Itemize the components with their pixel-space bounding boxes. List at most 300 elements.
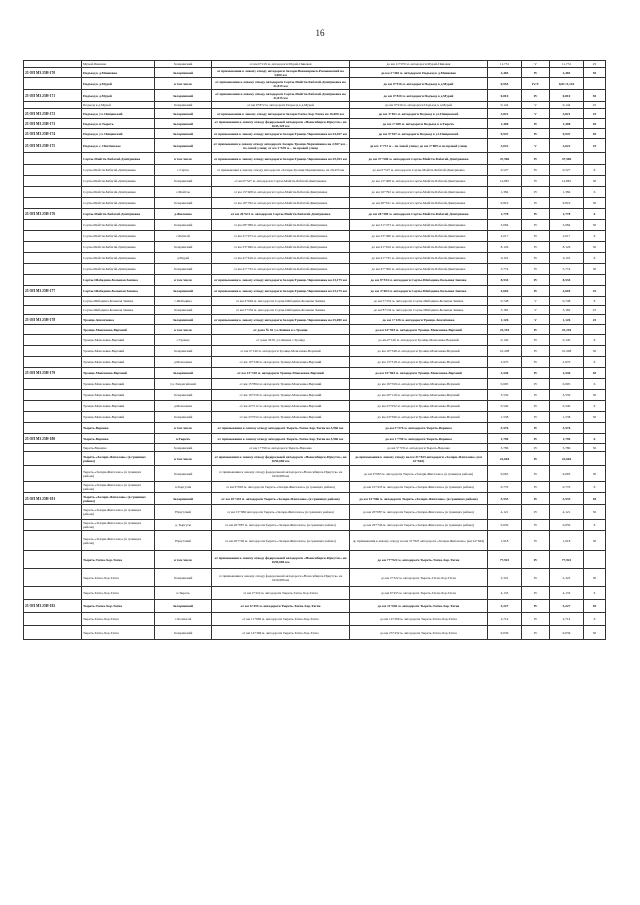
road-name-cell: Подъезд к ул. Пищевский (82, 109, 155, 119)
speed-cell: 50 (584, 412, 606, 423)
start-point-cell: от примыкания к левому отводу автодороги Тыреть-Тагна-Хор-Тагна на 5,960 км (212, 423, 350, 434)
end-point-cell: до км 5+576 м. автодороги Тыреть-Веренка (350, 423, 488, 434)
end-point-cell: до км 24+594 м. автодороги Троицк-Моисеевка-Верхний (350, 325, 488, 335)
district-cell: в том числе (155, 153, 212, 165)
end-point-cell: до км 23+052 м. автодороги Троицк-Моисеевка-Верхний (350, 401, 488, 412)
start-point-cell: от км 1+790 м. автодороги Тыреть-Веренка (212, 444, 350, 452)
length-cell: 0,695 (488, 379, 522, 390)
speed-cell: 25 (584, 315, 606, 325)
start-point-cell: от км 0+219 м. автодороги Мурей-Пивовая (212, 61, 350, 68)
category-cell: IV (522, 90, 550, 102)
start-point-cell: от примыкания к левому отводу автодороги Залари-Троицк-Черемшанка на 54,927 км (212, 129, 350, 139)
end-point-cell: до км 26+611 м. автодороги Сорты-Мойгти-Бабагай-Дмитриевка (350, 198, 488, 209)
length-total-cell: 5,533 (550, 493, 584, 505)
start-point-cell: от км 20+087 м. автодороги Тыреть-«Залари-Жигалово» (в границах района) (212, 520, 350, 531)
table-row (24, 306, 606, 315)
length-total-cell: 1,126 (550, 315, 584, 325)
district-cell: п.Тыреть (155, 434, 212, 444)
end-point-cell: до км 41+616 м. автодороги Сорты-Мойгти-Бабагай-Дмитриевка (350, 242, 488, 253)
end-point-cell: до км 2+322 м. автодороги Тыреть-Тагна-Хор-Тагна (350, 569, 488, 587)
road-code-cell (24, 531, 82, 551)
speed-cell: 50 (584, 176, 606, 187)
length-cell: 5,533 (488, 493, 522, 505)
length-cell: 1,790 (488, 434, 522, 444)
length-cell: 9,663 (488, 466, 522, 482)
table-row (24, 482, 606, 493)
district-cell: Заларинский (155, 61, 212, 68)
length-total-cell: 0,695 (550, 379, 584, 390)
road-name-cell: Тыреть-Тагна-Хор-Тагна (82, 569, 155, 587)
speed-cell: 25 (584, 102, 606, 109)
speed-cell: 50 (584, 390, 606, 401)
length-total-cell: 2,017 (550, 231, 584, 242)
length-cell: 3,084 (488, 220, 522, 231)
road-code-cell (24, 176, 82, 187)
district-cell: Заларинский (155, 176, 212, 187)
table-row (24, 531, 606, 551)
road-code-cell (24, 335, 82, 346)
length-total-cell: 1,918 (550, 531, 584, 551)
length-cell: 77,922 (488, 551, 522, 569)
start-point-cell: от км 13+318 м. автодороги Троицк-Моисеевка-Верхний (212, 368, 350, 379)
road-name-cell: Подъезд к ул. Пищевский (82, 129, 155, 139)
category-cell: IV (522, 368, 550, 379)
speed-cell: 50 (584, 198, 606, 209)
length-cell: 11,751 (488, 61, 522, 68)
speed-cell: 50 (584, 444, 606, 452)
end-point-cell: до км 28+389 м. автодороги Сорты-Мойгти-Бабагай-Дмитриевка (350, 209, 488, 220)
length-cell: 1,538 (488, 412, 522, 423)
table-row (24, 275, 606, 286)
length-cell: 2,465 (488, 68, 522, 78)
road-name-cell: Тыреть-Тагна-Хор-Тагна (82, 551, 155, 569)
road-code-cell (24, 466, 82, 482)
roads-table-body (24, 61, 606, 640)
road-name-cell: Подъезд к д.Мурей (82, 78, 155, 90)
road-code-cell (24, 423, 82, 434)
road-code-cell (24, 569, 82, 587)
table-row (24, 600, 606, 613)
start-point-cell: от км 0+872 м. автодороги Подъезд к д.Мурей (212, 102, 350, 109)
road-name-cell: Тыреть-Веренка (82, 444, 155, 452)
road-code-cell: 25 ОП МЗ 25Н-177 (24, 286, 82, 297)
category-cell: IV (522, 335, 550, 346)
road-name-cell: Тыреть-Тагна-Хор-Тагна (82, 600, 155, 613)
end-point-cell: до км 14+396 м. автодороги Тыреть-Тагна-Хор-Тагна (350, 613, 488, 626)
start-point-cell: от примыкания к левому отводу федеральной автодороги «Новосибирск-Иркутск» на 1659,680 км (212, 551, 350, 569)
end-point-cell: до км 20+746 м. автодороги Тыреть-«Залари-Жигалово» (в границах района) (350, 520, 488, 531)
length-total-cell: 4,133 (550, 587, 584, 600)
road-code-cell (24, 412, 82, 423)
end-point-cell: до км 20+118 м. автодороги Троицк-Моисеевка-Верхний (350, 390, 488, 401)
speed-cell: 25 (584, 286, 606, 297)
road-code-cell (24, 102, 82, 109)
category-cell: IV (522, 165, 550, 176)
length-cell: 9,947 (488, 129, 522, 139)
table-row (24, 505, 606, 520)
length-total-cell: 22,664 (550, 452, 584, 466)
road-code-cell (24, 379, 82, 390)
table-row (24, 165, 606, 176)
end-point-cell: до км 10+433 м. автодороги Тыреть-«Залари-Жигалово» (в границах района) (350, 482, 488, 493)
start-point-cell: от км 0+527 м. автодороги Сорты-Мойгти-Бабагай-Дмитриевка (212, 176, 350, 187)
district-cell: Заларинский (155, 315, 212, 325)
table-row (24, 297, 606, 306)
road-code-cell: 25 ОП МЗ 25Н-180 (24, 434, 82, 444)
district-cell: Заларинский (155, 119, 212, 129)
table-row (24, 444, 606, 452)
length-cell: 1,126 (488, 315, 522, 325)
length-cell: 9,819 (488, 198, 522, 209)
speed-cell: 50 (584, 626, 606, 640)
table-row (24, 346, 606, 357)
district-cell: Заларинский (155, 242, 212, 253)
category-cell: IV (522, 220, 550, 231)
table-row (24, 315, 606, 325)
category-cell: IV (522, 231, 550, 242)
table-row (24, 401, 606, 412)
category-cell: IV (522, 198, 550, 209)
table-row (24, 198, 606, 209)
length-cell: 22,194 (488, 325, 522, 335)
end-point-cell: до км 8+534 м. автодороги Сорты-Шабадина-Большая Заимка (350, 306, 488, 315)
length-total-cell: 8,534 (550, 275, 584, 286)
speed-cell: 6 (584, 520, 606, 531)
category-cell: V (522, 306, 550, 315)
district-cell: Заларинский (155, 346, 212, 357)
district-cell: в том числе (155, 452, 212, 466)
length-total-cell: 9,663 (550, 466, 584, 482)
table-row (24, 390, 606, 401)
end-point-cell: до км 5+352 м. автодороги Сорты-Шабадина-Большая Заимка (350, 297, 488, 306)
speed-cell: 50 (584, 505, 606, 520)
road-name-cell: Тыреть-«Залари-Жигалово» (в границах района) (82, 505, 155, 520)
district-cell: д.Жилкина (155, 209, 212, 220)
end-point-cell: до км 0+810 м. автодороги Подъезд к д.Мурей (350, 90, 488, 102)
length-total-cell: 1,790 (550, 434, 584, 444)
start-point-cell: от км 10+433 м. автодороги Тыреть-«Залари-Жигалово» (в границах района) (212, 493, 350, 505)
district-cell: Заларинский (155, 102, 212, 109)
end-point-cell: до км 23+432 м. автодороги Тыреть-Тагна-Хор-Тагна (350, 626, 488, 640)
road-name-cell: Троицк-Моисеевка-Верхний (82, 346, 155, 357)
end-point-cell: до км 11+682 м. автодороги Тыреть-Тагна-Хор-Тагна (350, 600, 488, 613)
district-cell: д.Моисеевка (155, 357, 212, 368)
speed-cell: 6 (584, 165, 606, 176)
table-row (24, 520, 606, 531)
start-point-cell: от км 2+322 м. автодороги Тыреть-Тагна-Хор-Тагна (212, 587, 350, 600)
start-point-cell: от км 22+512 м. автодороги Троицк-Моисеевка-Верхний (212, 401, 350, 412)
category-cell: IV (522, 390, 550, 401)
table-row (24, 253, 606, 264)
speed-cell (584, 153, 606, 165)
road-name-cell: Сорты-Мойгти-Бабагай-Дмитриевка (82, 242, 155, 253)
speed-cell: 6 (584, 357, 606, 368)
road-code-cell (24, 505, 82, 520)
road-code-cell (24, 253, 82, 264)
end-point-cell: до км 1+790 м. автодороги Тыреть-Веренка (350, 434, 488, 444)
length-total-cell: 11,751 (550, 61, 584, 68)
category-cell: IV (522, 129, 550, 139)
road-code-cell (24, 78, 82, 90)
road-code-cell: 25 ОП МЗ 25Н-176 (24, 209, 82, 220)
category-cell: IV (522, 119, 550, 129)
table-row (24, 61, 606, 68)
length-total-cell: 2,465 (550, 68, 584, 78)
speed-cell: 25 (584, 61, 606, 68)
length-cell: 3,786 (488, 444, 522, 452)
table-row (24, 423, 606, 434)
road-code-cell (24, 297, 82, 306)
end-point-cell: до км 24+590 м. автодороги Троицк-Моисеевка-Верхний (350, 412, 488, 423)
road-code-cell: 25 ОП МЗ 25Н-172 (24, 109, 82, 119)
end-point-cell: до км 15+966 м. автодороги Тыреть-«Залари-Жигалово» (в границах района) (350, 493, 488, 505)
length-cell: 0,659 (488, 520, 522, 531)
length-cell: 3,821 (488, 109, 522, 119)
road-name-cell: Тыреть-Тагна-Хор-Тагна (82, 587, 155, 600)
end-point-cell: до км 41+732 м. автодороги Сорты-Мойгти-Бабагай-Дмитриевка (350, 253, 488, 264)
length-total-cell: 0,140 (550, 335, 584, 346)
length-cell: 0,810 (488, 90, 522, 102)
length-cell: 0,748 (488, 297, 522, 306)
end-point-cell: до км 1+772 м – по левой улице; до км 2+889 м по правой улице (350, 139, 488, 153)
road-name-cell: Троицк-Моисеевка-Верхний (82, 412, 155, 423)
road-name-cell: Тыреть-Веренка (82, 434, 155, 444)
table-row (24, 78, 606, 90)
speed-cell: 6 (584, 587, 606, 600)
length-cell: 1,408 (488, 119, 522, 129)
end-point-cell: до км 15+408 м. автодороги Сорты-Мойгти-Бабагай-Дмитриевка (350, 176, 488, 187)
length-total-cell: 0,659 (550, 520, 584, 531)
road-code-cell: 25 ОП МЗ 25Н-173 (24, 119, 82, 129)
category-cell: IV (522, 379, 550, 390)
category-cell: V (522, 109, 550, 119)
road-name-cell: Подъезд к д.Мурей (82, 102, 155, 109)
start-point-cell: от км 26+611 м. автодороги Сорты-Мойгти-Бабагай-Дмитриевка (212, 209, 350, 220)
road-name-cell: Тыреть-«Залари-Жигалово» (в границах района) (82, 452, 155, 466)
table-row (24, 286, 606, 297)
district-cell: Заларинский (155, 569, 212, 587)
table-row (24, 569, 606, 587)
district-cell: Заларинский (155, 264, 212, 275)
district-cell: д.Моисеевка (155, 401, 212, 412)
length-cell: 10,208 (488, 346, 522, 357)
road-name-cell: Сорты-Мойгти-Бабагай-Дмитриевка (82, 165, 155, 176)
road-code-cell (24, 482, 82, 493)
road-name-cell: Троицк-Моисеевка-Верхний (82, 368, 155, 379)
table-row (24, 357, 606, 368)
length-cell: 3,022 (488, 139, 522, 153)
length-total-cell: 8,126 (550, 242, 584, 253)
end-point-cell: до км 47+506 м. автодороги Сорты-Мойгти-Бабагай-Дмитриевка (350, 153, 488, 165)
table-row (24, 242, 606, 253)
table-row (24, 220, 606, 231)
start-point-cell: от км 41+732 м. автодороги Сорты-Мойгти-Бабагай-Дмитриевка (212, 264, 350, 275)
category-cell: IV (522, 505, 550, 520)
district-cell: п.Харгутай (155, 482, 212, 493)
speed-cell: 50 (584, 242, 606, 253)
length-total-cell: 1,408 (550, 119, 584, 129)
road-name-cell: Тыреть-Тагна-Хор-Тагна (82, 613, 155, 626)
end-point-cell: до км 2+465 м. автодороги Подъезд к д.Минеевке (350, 68, 488, 78)
road-code-cell (24, 306, 82, 315)
road-code-cell (24, 626, 82, 640)
end-point-cell: до км 0+916 м. автодороги Подъезд к д.Мурей (350, 78, 488, 90)
start-point-cell: от примыкания к левому отводу автодороги Залари-Невонаревск-Романовский на 3,000 км (212, 68, 350, 78)
category-cell: IV (522, 434, 550, 444)
speed-cell (584, 78, 606, 90)
length-total-cell: 9,947 (550, 129, 584, 139)
district-cell: п.Тыреть (155, 587, 212, 600)
category-cell: IV (522, 466, 550, 482)
roads-table-container (23, 60, 605, 640)
start-point-cell: от дома № 81 ул.Ленина в с.Троицк (212, 325, 350, 335)
end-point-cell: до км 11+970 м. автодороги Мурей-Пивовая (350, 61, 488, 68)
district-cell: Заларинский (155, 412, 212, 423)
category-cell: IV (522, 587, 550, 600)
category-cell: IV (522, 286, 550, 297)
road-name-cell: Подъезд к д.Мурей (82, 90, 155, 102)
speed-cell: 6 (584, 379, 606, 390)
start-point-cell: от примыкания к левому отводу автодороги Залари-Троицк-Черемшанка на 23,175 км (212, 286, 350, 297)
length-cell: 14,881 (488, 176, 522, 187)
road-code-cell (24, 587, 82, 600)
road-name-cell: Тыреть-Веренка (82, 423, 155, 434)
length-total-cell: 3,182 (550, 306, 584, 315)
speed-cell: 50 (584, 531, 606, 551)
district-cell: Заларинский (155, 600, 212, 613)
length-total-cell: 5,227 (550, 600, 584, 613)
length-total-cell: 2,322 (550, 569, 584, 587)
district-cell: д.Мурей (155, 253, 212, 264)
district-cell: д. Тыргуты (155, 520, 212, 531)
road-name-cell: Сорты-Мойгти-Бабагай-Дмитриевка (82, 187, 155, 198)
length-cell: 0,144 (488, 102, 522, 109)
road-name-cell: Тыреть-«Залари-Жигалово» (в границах района) (82, 482, 155, 493)
district-cell: Нукутский (155, 531, 212, 551)
start-point-cell: от примыкания к левому отводу автодороги Залари-Троицк-Черемшанка на 23,175 км (212, 275, 350, 286)
start-point-cell: от км 10+348 м. автодороги Троицк-Моисеевка-Верхний (212, 357, 350, 368)
road-code-cell: 25 ОП МЗ 25Н-181 (24, 493, 82, 505)
end-point-cell: до км 47+506 м. автодороги Сорты-Мойгти-Бабагай-Дмитриевка (350, 264, 488, 275)
speed-cell: 6 (584, 253, 606, 264)
length-cell: 4,604 (488, 286, 522, 297)
road-name-cell: Троицк-Моисеевка-Верхний (82, 379, 155, 390)
start-point-cell: от примыкания к левому отводу федеральной автодороги «Новосибирск-Иркутск» на 1643,320 км (212, 119, 350, 129)
category-cell: IV (522, 613, 550, 626)
category-cell: IV (522, 520, 550, 531)
length-total-cell: 2,546 (550, 368, 584, 379)
table-row (24, 90, 606, 102)
speed-cell: 50 (584, 466, 606, 482)
table-row (24, 412, 606, 423)
road-name-cell: Троицк-Моисеевка-Верхний (82, 325, 155, 335)
district-cell: Заларинский (155, 220, 212, 231)
district-cell: с.Бабагай (155, 231, 212, 242)
end-point-cell: до км 15+864 м. автодороги Троицк-Моисеевка-Верхний (350, 368, 488, 379)
road-code-cell (24, 613, 82, 626)
district-cell: в том числе (155, 423, 212, 434)
speed-cell (584, 325, 606, 335)
start-point-cell: от примыкания к левому отводу федеральной автодороги «Новосибирск-Иркутск» на 1659,680 км (212, 466, 350, 482)
road-code-cell: 25 ОП МЗ 25Н-182 (24, 600, 82, 613)
road-name-cell: Сорты-Мойгти-Бабагай-Дмитриевка (82, 231, 155, 242)
category-cell: V (522, 139, 550, 153)
road-name-cell: Мурей-Пивовая (82, 61, 155, 68)
road-name-cell: Сорты-Мойгти-Бабагай-Дмитриевка (82, 220, 155, 231)
table-row (24, 325, 606, 335)
speed-cell (584, 275, 606, 286)
length-cell: 0,954 (488, 78, 522, 90)
road-name-cell: Сорты-Мойгти-Бабагай-Дмитриевка (82, 198, 155, 209)
length-total-cell: 0,144 (550, 102, 584, 109)
road-name-cell: Сорты-Мойгти-Бабагай-Дмитриевка (82, 209, 155, 220)
length-total-cell: 9,819 (550, 198, 584, 209)
road-code-cell: 25 ОП МЗ 25Н-170 (24, 68, 82, 78)
page-number: 16 (315, 28, 325, 38)
length-total-cell: 4,121 (550, 505, 584, 520)
road-code-cell: 25 ОП МЗ 25Н-178 (24, 315, 82, 325)
length-cell: 8,534 (488, 275, 522, 286)
road-name-cell: Тыреть-«Залари-Жигалово» (в границах района) (82, 531, 155, 551)
table-row (24, 264, 606, 275)
road-name-cell: Сорты-Шабадина-Большая Заимка (82, 275, 155, 286)
road-name-cell: Троицк-Моисеевка-Верхний (82, 335, 155, 346)
district-cell: Заларинский (155, 139, 212, 153)
category-cell: IV (522, 401, 550, 412)
category-cell: IV (522, 423, 550, 434)
speed-cell: 50 (584, 569, 606, 587)
end-point-cell: до км 10+348 м. автодороги Троицк-Моисеевка-Верхний (350, 346, 488, 357)
category-cell: V (522, 102, 550, 109)
length-total-cell: 2,714 (550, 613, 584, 626)
length-total-cell: 22,194 (550, 325, 584, 335)
road-name-cell: Сорты-Шабадина-Большая Заимка (82, 297, 155, 306)
length-total-cell: 0,540 (550, 401, 584, 412)
start-point-cell: от км 20+746 м. автодороги Тыреть-«Залари-Жигалово» (в границах района) (212, 531, 350, 551)
length-total-cell: 10,208 (550, 346, 584, 357)
speed-cell: 50 (584, 220, 606, 231)
length-cell: 4,121 (488, 505, 522, 520)
end-point-cell: до км 6+455 м. автодороги Тыреть-Тагна-Хор-Тагна (350, 587, 488, 600)
road-code-cell (24, 452, 82, 466)
length-cell: 2,546 (488, 368, 522, 379)
end-point-cell: до примыкания к левому отводу на км 31+825 автодороги «Залари-Жигалово» (км 22+664) (350, 531, 488, 551)
speed-cell: 25 (584, 306, 606, 315)
speed-cell: 6 (584, 187, 606, 198)
road-code-cell (24, 242, 82, 253)
category-cell: IV (522, 551, 550, 569)
end-point-cell: до км 13+318 м. автодороги Троицк-Моисеевка-Верхний (350, 357, 488, 368)
start-point-cell: от км 6+455 м. автодороги Тыреть-Тагна-Хор-Тагна (212, 600, 350, 613)
category-cell: IV (522, 153, 550, 165)
length-cell: 1,778 (488, 209, 522, 220)
table-row (24, 368, 606, 379)
start-point-cell: от км 14+396 м. автодороги Тыреть-Тагна-Хор-Тагна (212, 626, 350, 640)
table-row (24, 613, 606, 626)
length-cell: 9,036 (488, 626, 522, 640)
category-cell: IV (522, 253, 550, 264)
road-name-cell: Тыреть-«Залари-Жигалово» (в границах района) (82, 466, 155, 482)
road-code-cell (24, 390, 82, 401)
road-code-cell (24, 165, 82, 176)
start-point-cell: от км 41+616 м. автодороги Сорты-Мойгти-Бабагай-Дмитриевка (212, 253, 350, 264)
start-point-cell: от км 15+408 м. автодороги Сорты-Мойгти-Бабагай-Дмитриевка (212, 187, 350, 198)
table-row (24, 434, 606, 444)
category-cell: IV (522, 357, 550, 368)
length-total-cell: 47,506 (550, 153, 584, 165)
length-total-cell: 0,810 (550, 90, 584, 102)
speed-cell: 6 (584, 434, 606, 444)
